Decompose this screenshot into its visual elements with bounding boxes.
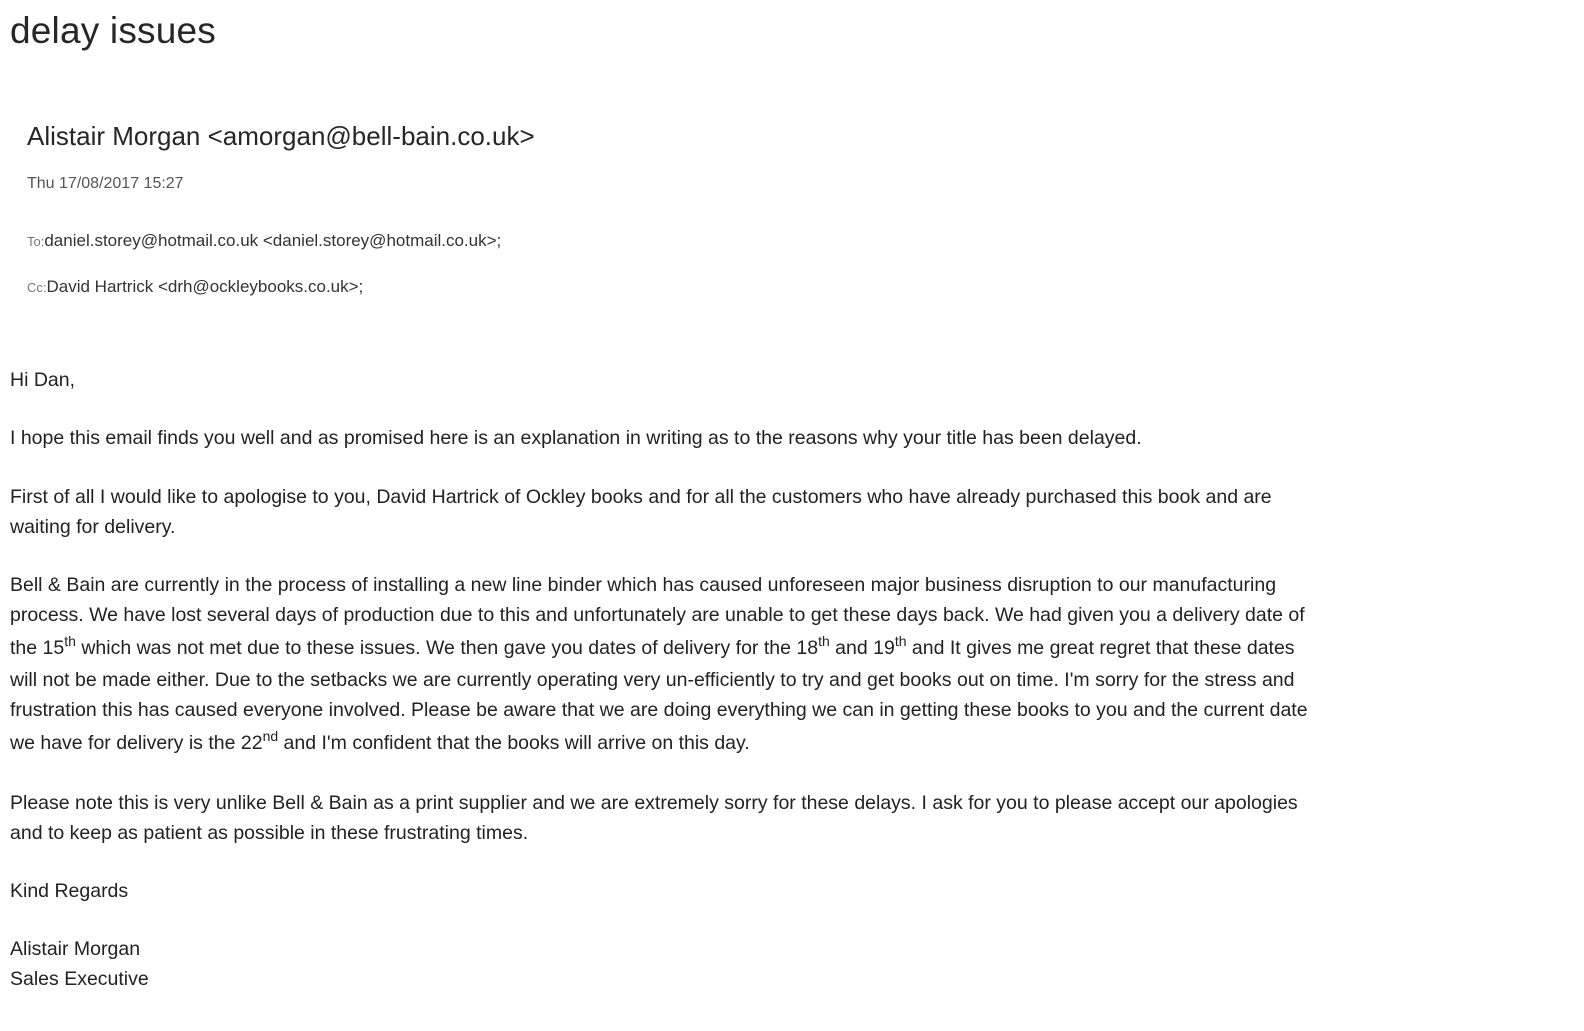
cc-label: Cc: (27, 280, 47, 295)
cc-recipients (27, 277, 363, 297)
email-subject: delay issues (10, 10, 217, 51)
signature (10, 935, 1485, 994)
to-label: To: (27, 234, 45, 249)
ordinal-suffix: th (818, 633, 830, 649)
greeting: Hi Dan, (10, 369, 76, 391)
text-run: and It gives me great regret that these dates (906, 637, 1295, 659)
signature-title: Sales Executive (10, 967, 149, 990)
text-run: and I'm confident that the books will arrive on this day. (278, 732, 750, 754)
paragraph-line: waiting for delivery. (10, 515, 176, 538)
body-paragraph-3 (10, 571, 1485, 761)
ordinal-suffix: th (894, 633, 907, 649)
sent-date: Thu 17/08/2017 15:27 (27, 175, 184, 192)
paragraph-line: will not be made either. Due to the setbacks we are currently operating very un-efficiently to try and get books out on time. I'm sorry for the stress and (10, 669, 1295, 691)
to-address[interactable]: daniel.storey@hotmail.co.uk <daniel.storey@hotmail.co.uk>; (44, 231, 502, 250)
cc-address[interactable]: David Hartrick <drh@ockleybooks.co.uk>; (46, 277, 364, 296)
ordinal-suffix: th (64, 633, 76, 649)
paragraph-line: frustration this has caused everyone involved. Please be aware that we are doing everything we can in getting these books to you and the current date (10, 698, 1308, 721)
paragraph-line: and to keep as patient as possible in these frustrating times. (10, 821, 529, 844)
closing: Kind Regards (10, 880, 129, 902)
paragraph-line-delivery (10, 725, 1485, 761)
text-run: and 19 (829, 637, 895, 659)
paragraph-line: process. We have lost several days of production due to this and unfortunately are unable to get these days back. We had given you a delivery date of (10, 603, 1305, 626)
to-recipients (27, 231, 501, 251)
text-run: we have for delivery is the 22 (10, 732, 263, 754)
paragraph-line: First of all I would like to apologise to you, David Hartrick of Ockley books and for all the customers who have already purchased this book and are (10, 486, 1272, 508)
ordinal-suffix: nd (262, 728, 279, 744)
text-run: the 15 (10, 637, 65, 659)
paragraph-line-dates (10, 630, 1485, 666)
body-paragraph-4 (10, 789, 1485, 848)
signature-name: Alistair Morgan (10, 938, 141, 960)
body-paragraph-2 (10, 483, 1485, 542)
text-run: which was not met due to these issues. We then gave you dates of delivery for the 18 (75, 637, 819, 659)
paragraph-line: Bell & Bain are currently in the process of installing a new line binder which has caused unforeseen major business disruption to our manufacturing (10, 574, 1277, 596)
paragraph-line: Please note this is very unlike Bell & Bain as a print supplier and we are extremely sorry for these delays. I ask for you to please accept our apologies (10, 792, 1298, 814)
sender-line[interactable]: Alistair Morgan <amorgan@bell-bain.co.uk> (27, 121, 535, 151)
body-paragraph-1: I hope this email finds you well and as promised here is an explanation in writing as to the reasons why your title has been delayed. (10, 427, 1142, 449)
